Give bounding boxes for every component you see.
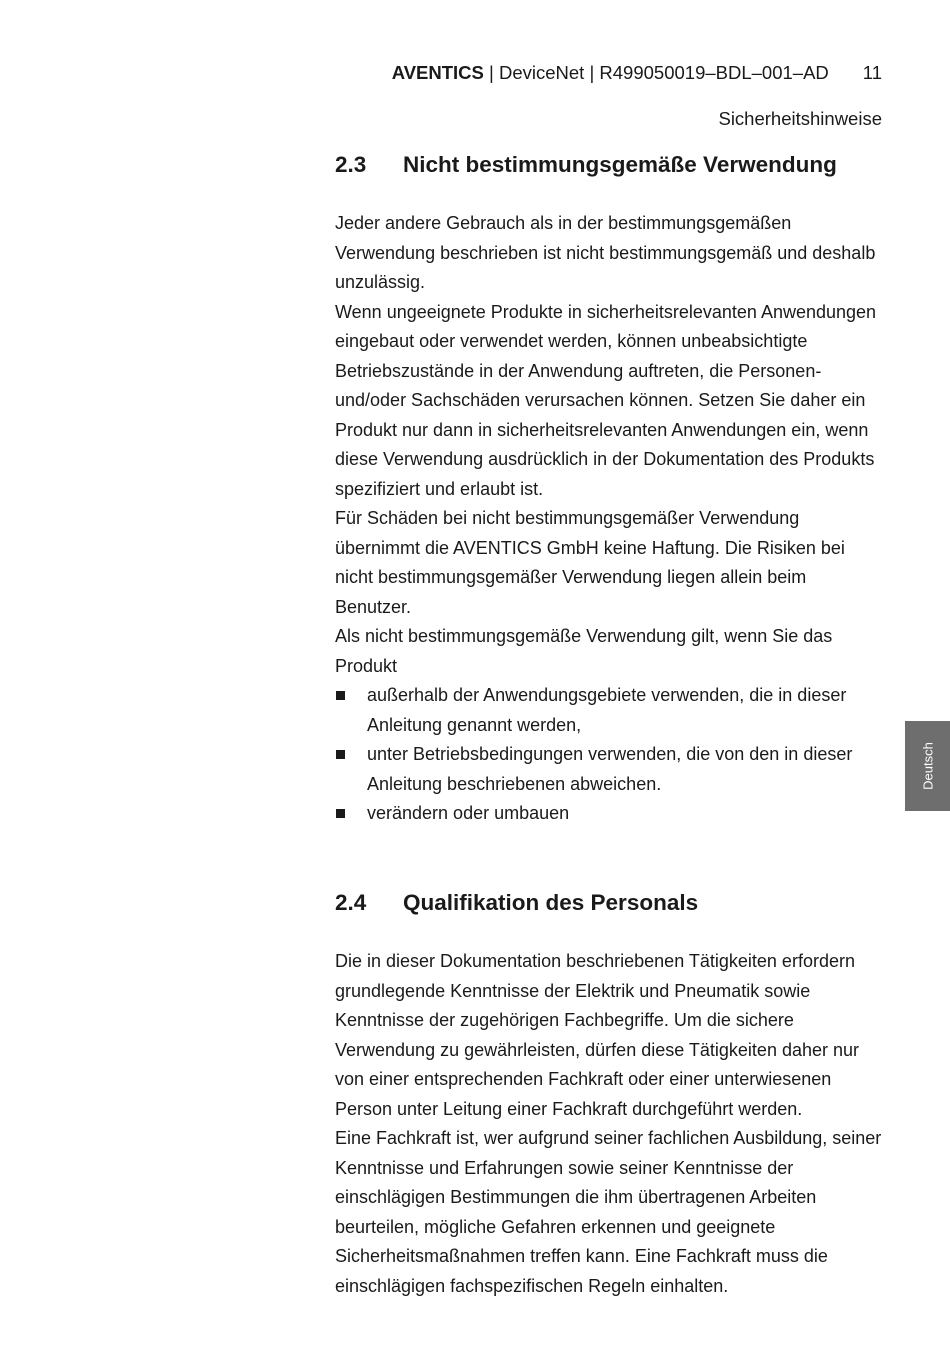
- bullet-item: [335, 799, 883, 829]
- running-header: [300, 62, 882, 84]
- paragraph: Eine Fachkraft ist, wer aufgrund seiner fachlichen Ausbildung, seiner Kenntnisse und Erfahrungen sowie seiner Kenntnisse der einschlägigen Bestimmungen die ihm übertragenen Arbeiten beurteilen, mögliche Gefahren erkennen und geeignete Sicherheitsmaßnahmen treffen kann. Eine Fachkraft muss die einschlägigen fachspezifischen Regeln einhalten.: [335, 1128, 882, 1296]
- bullet-text: unter Betriebsbedingungen verwenden, die von den in dieser Anleitung beschriebenen abweichen.: [367, 744, 853, 794]
- bullet-text: außerhalb der Anwendungsgebiete verwenden, die in dieser Anleitung genannt werden,: [367, 685, 847, 735]
- language-tab-label: Deutsch: [920, 742, 935, 790]
- section-heading-2-3: [335, 152, 837, 178]
- section-number: 2.4: [335, 890, 367, 915]
- paragraph: Wenn ungeeignete Produkte in sicherheitsrelevanten Anwendungen eingebaut oder verwendet werden, können unbeabsichtigte Betriebszustände in der Anwendung auftreten, die Personen- und/oder Sachschäden verursachen können. Setzen Sie daher ein Produkt nur dann in sicherheitsrelevanten Anwendungen ein, wenn diese Verwendung ausdrücklich in der Dokumentation des Produkts spezifiziert und erlaubt ist.: [335, 301, 877, 499]
- section-number: 2.3: [335, 152, 367, 177]
- paragraph: Jeder andere Gebrauch als in der bestimmungsgemäßen Verwendung beschrieben ist nicht bestimmungsgemäß und deshalb unzulässig.: [335, 213, 876, 292]
- brand-name: AVENTICS: [391, 62, 484, 83]
- bullet-list: [335, 681, 883, 829]
- language-tab: [905, 721, 950, 811]
- bullet-text: verändern oder umbauen: [367, 803, 570, 823]
- bullet-item: [335, 740, 883, 799]
- square-bullet-icon: [336, 809, 345, 818]
- square-bullet-icon: [336, 750, 345, 759]
- paragraph: Die in dieser Dokumentation beschriebenen Tätigkeiten erfordern grundlegende Kenntnisse der Elektrik und Pneumatik sowie Kenntnisse der zugehörigen Fachbegriffe. Um die sichere Verwendung zu gewährleisten, dürfen diese Tätigkeiten daher nur von einer entsprechenden Fachkraft oder einer unterwiesenen Person unter Leitung einer Fachkraft durchgeführt werden.: [335, 951, 860, 1119]
- section-title: Qualifikation des Personals: [403, 890, 699, 915]
- section-title: Nicht bestimmungsgemäße Verwendung: [403, 152, 837, 177]
- section-body-2-3: [335, 209, 883, 829]
- section-heading-2-4: [335, 890, 698, 916]
- document-id: | DeviceNet | R499050019–BDL–001–AD: [483, 62, 829, 83]
- page-number: 11: [862, 62, 882, 83]
- paragraph: Für Schäden bei nicht bestimmungsgemäßer Verwendung übernimmt die AVENTICS GmbH keine Haftung. Die Risiken bei nicht bestimmungsgemäßer Verwendung liegen allein beim Benutzer.: [335, 508, 845, 617]
- square-bullet-icon: [336, 691, 345, 700]
- bullet-item: [335, 681, 883, 740]
- section-body-2-4: [335, 947, 883, 1301]
- chapter-label: Sicherheitshinweise: [718, 108, 882, 129]
- paragraph: Als nicht bestimmungsgemäße Verwendung gilt, wenn Sie das Produkt: [335, 626, 833, 676]
